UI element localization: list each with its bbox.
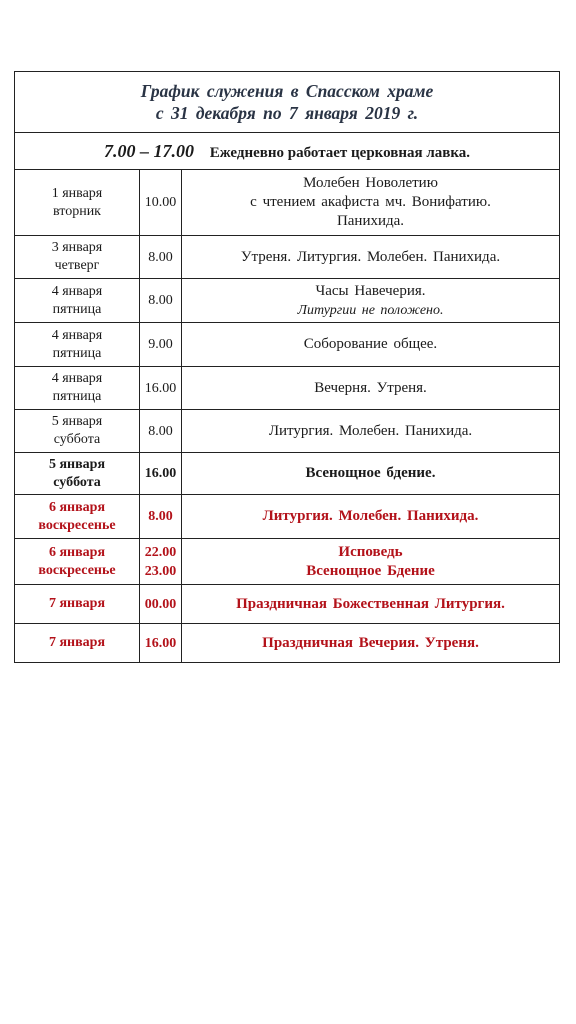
service-cell [182,279,560,323]
date-cell [15,236,140,279]
date-cell [15,624,140,663]
service-cell [182,367,560,410]
service-cell [182,453,560,495]
service-text: Литургия. Молебен. Панихида. [268,422,473,439]
service-cell [182,236,560,279]
service-text: Праздничная Вечерия. Утреня. [262,634,479,651]
service-text: Вечерня. Утреня. [314,379,427,396]
date-text: 7 января [48,635,106,650]
date-text: 4 января [51,371,103,386]
date-cell [15,495,140,539]
weekday-text: пятница [52,301,102,317]
service-text: Молебен Новолетию [303,175,438,191]
schedule-title [15,72,560,133]
time-cell [140,495,182,539]
date-cell [15,279,140,323]
time-text: 8.00 [148,509,173,524]
table-row [15,410,560,453]
weekday-text: воскресенье [38,562,116,578]
table-row [15,585,560,624]
time-cell [140,585,182,624]
date-text: 6 января [48,499,106,515]
service-cell [182,539,560,585]
time-text: 9.00 [148,337,173,352]
service-text: Праздничная Божественная Литургия. [236,595,505,612]
time-cell [140,453,182,495]
service-text: Панихида. [336,213,405,229]
time-text: 00.00 [144,596,177,612]
date-text: 4 января [51,327,103,343]
table-row [15,170,560,236]
time-text: 16.00 [144,466,177,481]
service-cell [182,495,560,539]
service-text: Соборование общее. [303,336,438,352]
time-cell [140,323,182,367]
shop-hours: 7.00 – 17.00 [103,140,194,161]
shop-row [15,133,560,170]
weekday-text: воскресенье [38,517,116,533]
time-text: 10.00 [144,195,177,210]
date-cell [15,367,140,410]
service-cell [182,170,560,236]
time-text: 23.00 [144,563,177,579]
weekday-text: вторник [53,203,101,219]
time-text: 8.00 [148,249,173,265]
date-text: 4 января [51,283,103,299]
title-row [15,72,560,133]
time-text: 8.00 [148,293,173,308]
date-cell [15,585,140,624]
table-row [15,453,560,495]
date-text: 1 января [51,185,103,201]
time-cell [140,624,182,663]
service-cell [182,585,560,624]
weekday-text: четверг [54,258,100,273]
time-text: 16.00 [144,380,177,396]
service-text: Утреня. Литургия. Молебен. Панихида. [240,248,501,265]
date-cell [15,539,140,585]
title-line-2: с 31 декабря по 7 января 2019 г. [155,103,419,123]
date-text: 7 января [48,596,106,611]
service-text: с чтением акафиста мч. Вонифатию. [250,194,491,210]
service-cell [182,624,560,663]
date-text: 5 января [48,456,106,472]
title-line-1: График служения в Спасском храме [140,81,434,101]
time-cell [140,410,182,453]
time-text: 8.00 [148,423,173,439]
time-cell [140,539,182,585]
service-text: Литургия. Молебен. Панихида. [262,508,479,524]
date-text: 6 января [48,544,106,560]
shop-notice [15,133,560,170]
time-text: 22.00 [144,544,177,560]
table-row [15,323,560,367]
date-cell [15,170,140,236]
time-cell [140,170,182,236]
table-row [15,367,560,410]
date-text: 3 января [51,240,103,255]
time-cell [140,279,182,323]
date-cell [15,323,140,367]
weekday-text: пятница [52,389,102,404]
service-text: Всенощное Бдение [306,562,435,579]
service-text: Часы Навечерия. [315,282,426,299]
service-note: Литургии не положено. [297,302,444,318]
service-cell [182,410,560,453]
weekday-text: пятница [52,345,102,361]
table-row [15,279,560,323]
time-text: 16.00 [144,635,177,651]
time-cell [140,236,182,279]
weekday-text: суббота [53,432,101,447]
date-text: 5 января [51,414,103,429]
schedule-table [14,71,560,663]
date-cell [15,410,140,453]
service-text: Исповедь [338,543,403,560]
shop-text: Ежедневно работает церковная лавка. [209,144,471,161]
table-row [15,624,560,663]
weekday-text: суббота [53,474,101,490]
table-row [15,236,560,279]
service-text: Всенощное бдение. [305,465,436,481]
service-cell [182,323,560,367]
table-row [15,539,560,585]
table-row [15,495,560,539]
time-cell [140,367,182,410]
date-cell [15,453,140,495]
